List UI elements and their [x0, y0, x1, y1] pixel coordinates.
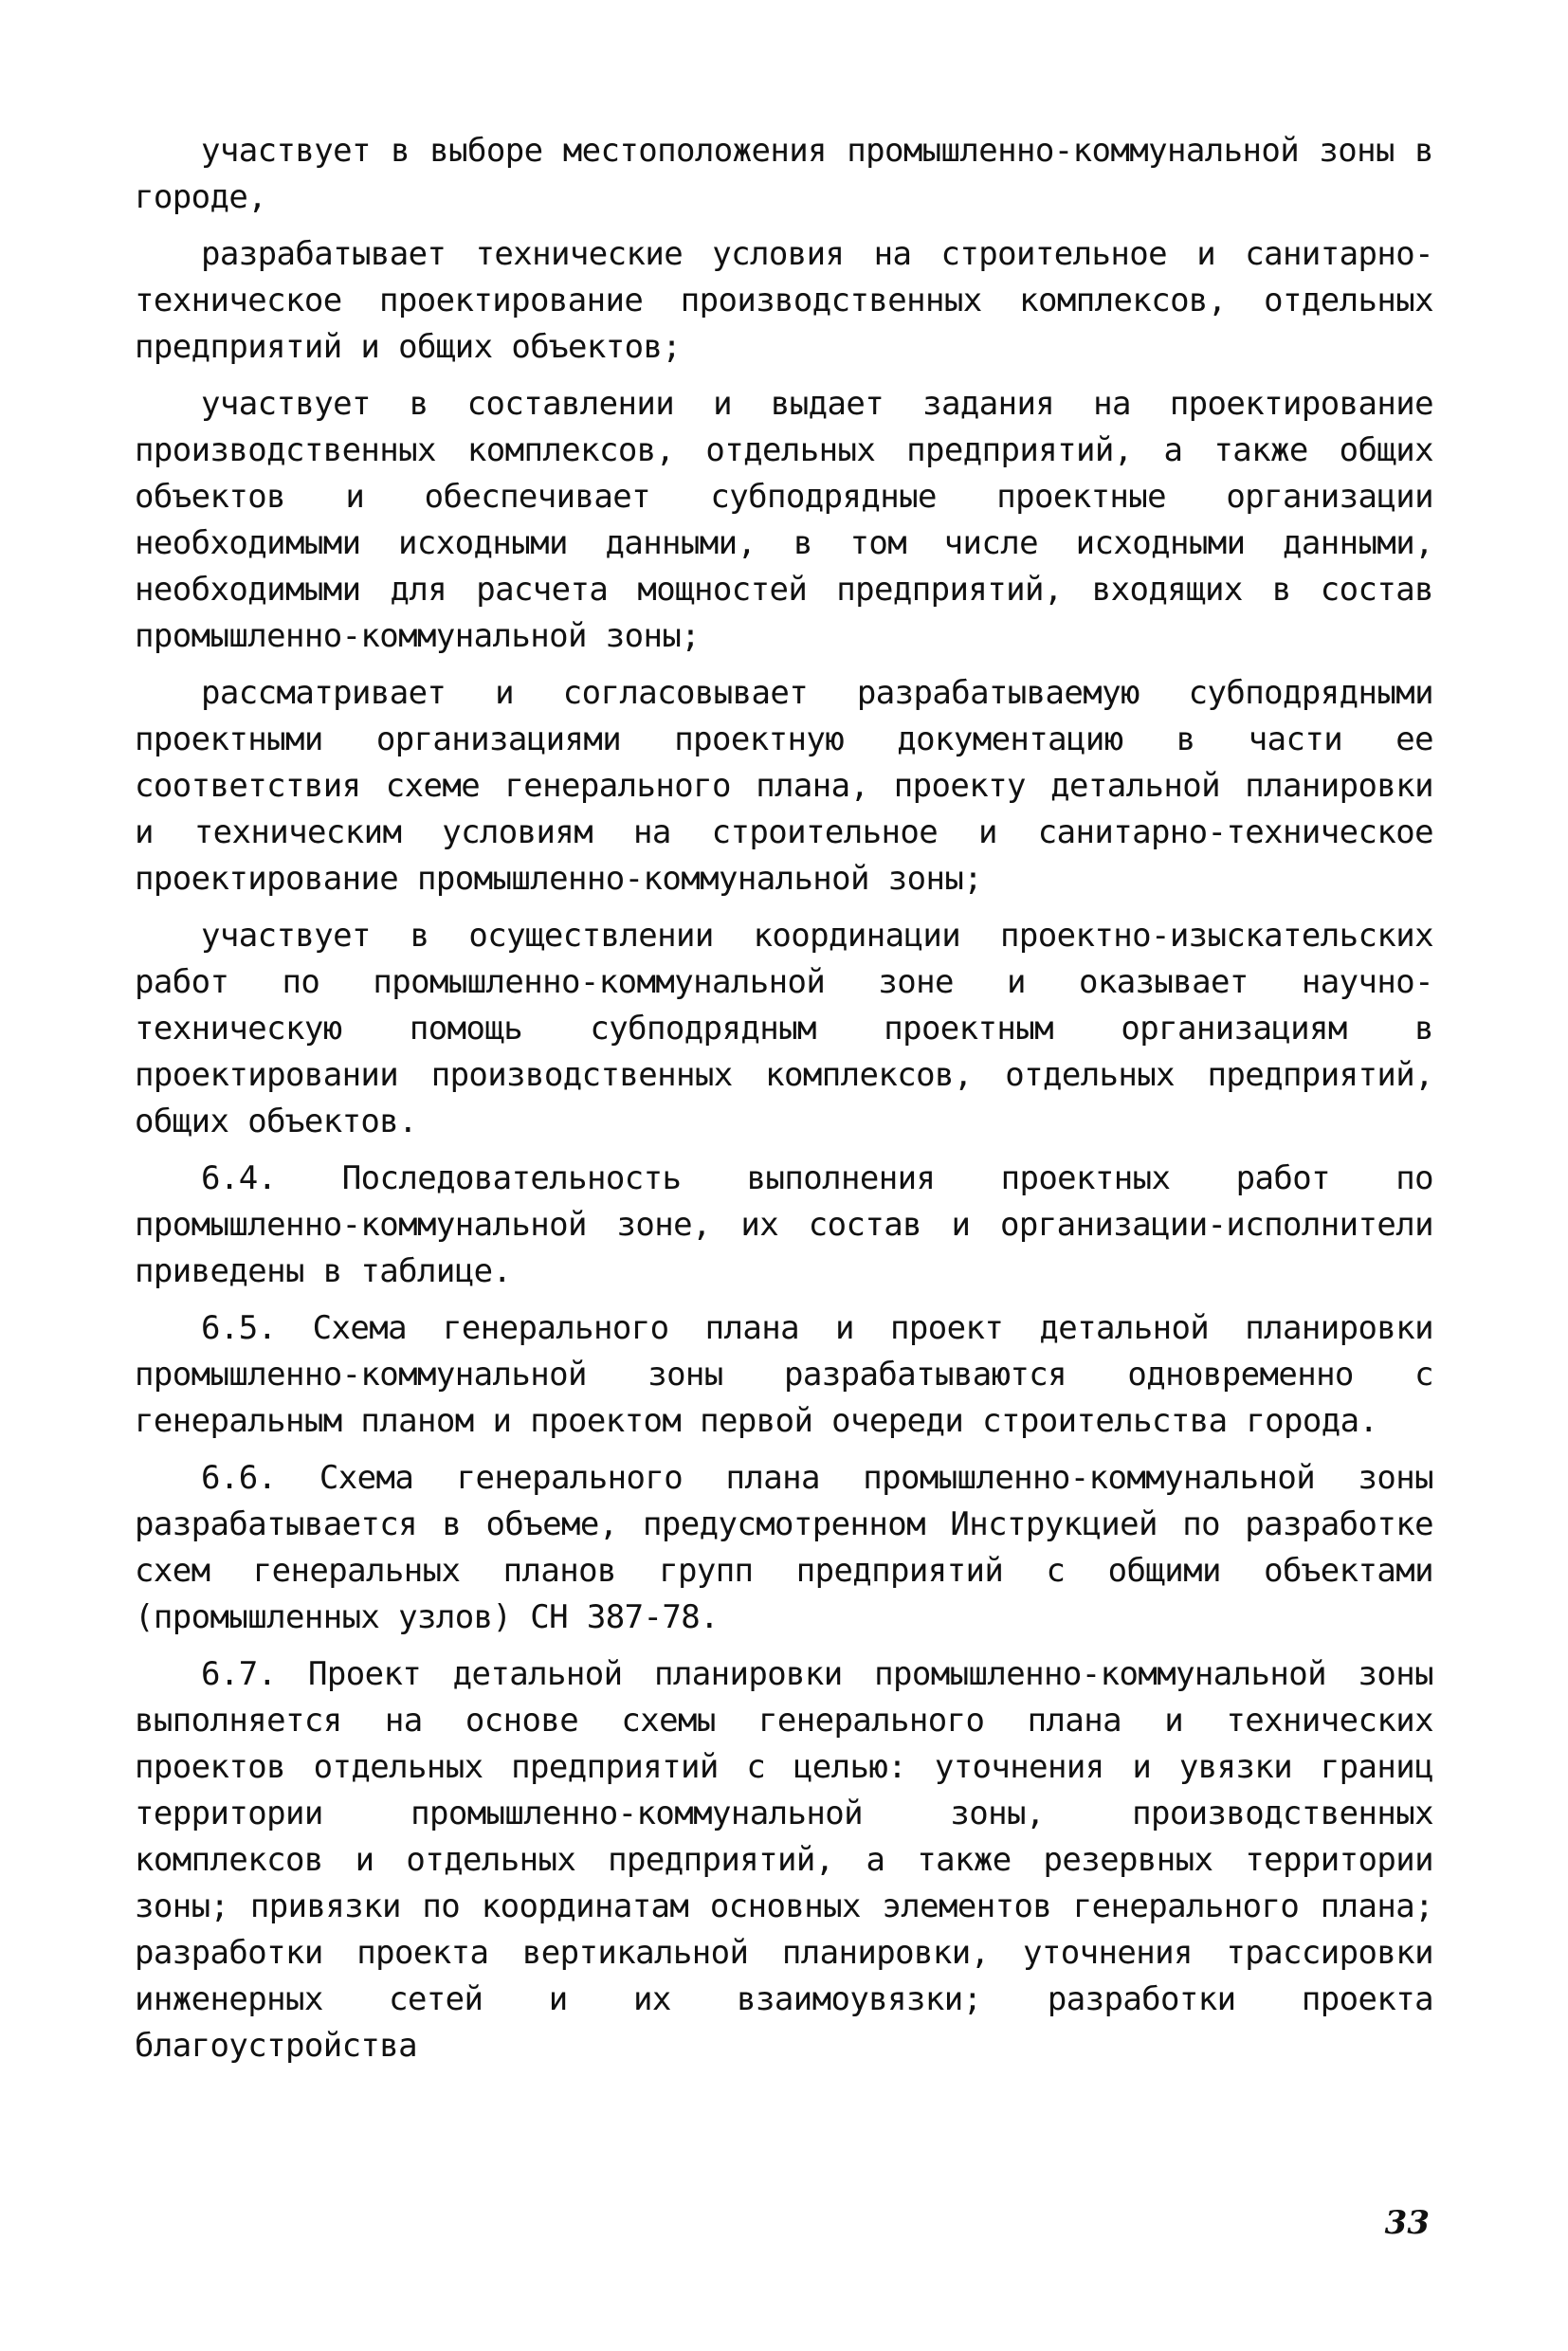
paragraph-6-4: 6.4. Последовательность выполнения проектных работ по промышленно-коммунальной зоне, их состав и организации-исполнители приведены в таблице.	[135, 1159, 1433, 1290]
paragraph-design-assignments: участвует в составлении и выдает задания на проектирование производственных комплексов, отдельных предприятий, а также общих объектов и обеспечивает субподрядные проектные организации необходимыми исходными данными, в том числе исходными данными, необходимыми для расчета мощностей предприятий, входящих в состав промышленно-коммунальной зоны;	[135, 385, 1433, 655]
paragraph-6-6: 6.6. Схема генерального плана промышленно-коммунальной зоны разрабатывается в объеме, предусмотренном Инструкцией по разработке схем генеральных планов групп предприятий с общими объектами (промышленных узлов) СН 387-78.	[135, 1459, 1433, 1636]
paragraph-coordination: участвует в осуществлении координации проектно-изыскательских работ по промышленно-коммунальной зоне и оказывает научно-техническую помощь субподрядным проектным организациям в проектировании производственных комплексов, отдельных предприятий, общих объектов.	[135, 917, 1433, 1140]
document-page	[135, 128, 1433, 2080]
paragraph-technical-conditions: разрабатывает технические условия на строительное и санитарно-техническое проектирование производственных комплексов, отдельных предприятий и общих объектов;	[135, 235, 1433, 366]
paragraph-6-7: 6.7. Проект детальной планировки промышленно-коммунальной зоны выполняется на основе схемы генерального плана и технических проектов отдельных предприятий с целью: уточнения и увязки границ территории промышленно-коммунальной зоны, производственных комплексов и отдельных предприятий, а также резервных территории зоны; привязки по координатам основных элементов генерального плана; разработки проекта вертикальной планировки, уточнения трассировки инженерных сетей и их взаимоувязки; разработки проекта благоустройства	[135, 1655, 1433, 2065]
page-number: 33	[1384, 2204, 1430, 2242]
paragraph-6-5: 6.5. Схема генерального плана и проект детальной планировки промышленно-коммунальной зоны разрабатываются одновременно с генеральным планом и проектом первой очереди строительства города.	[135, 1309, 1433, 1440]
paragraph-zone-location: участвует в выборе местоположения промышленно-коммунальной зоны в городе,	[135, 132, 1433, 216]
paragraph-review-documentation: рассматривает и согласовывает разрабатываемую субподрядными проектными организациями проектную документацию в части ее соответствия схеме генерального плана, проекту детальной планировки и техническим условиям на строительное и санитарно-техническое проектирование промышленно-коммунальной зоны;	[135, 674, 1433, 898]
